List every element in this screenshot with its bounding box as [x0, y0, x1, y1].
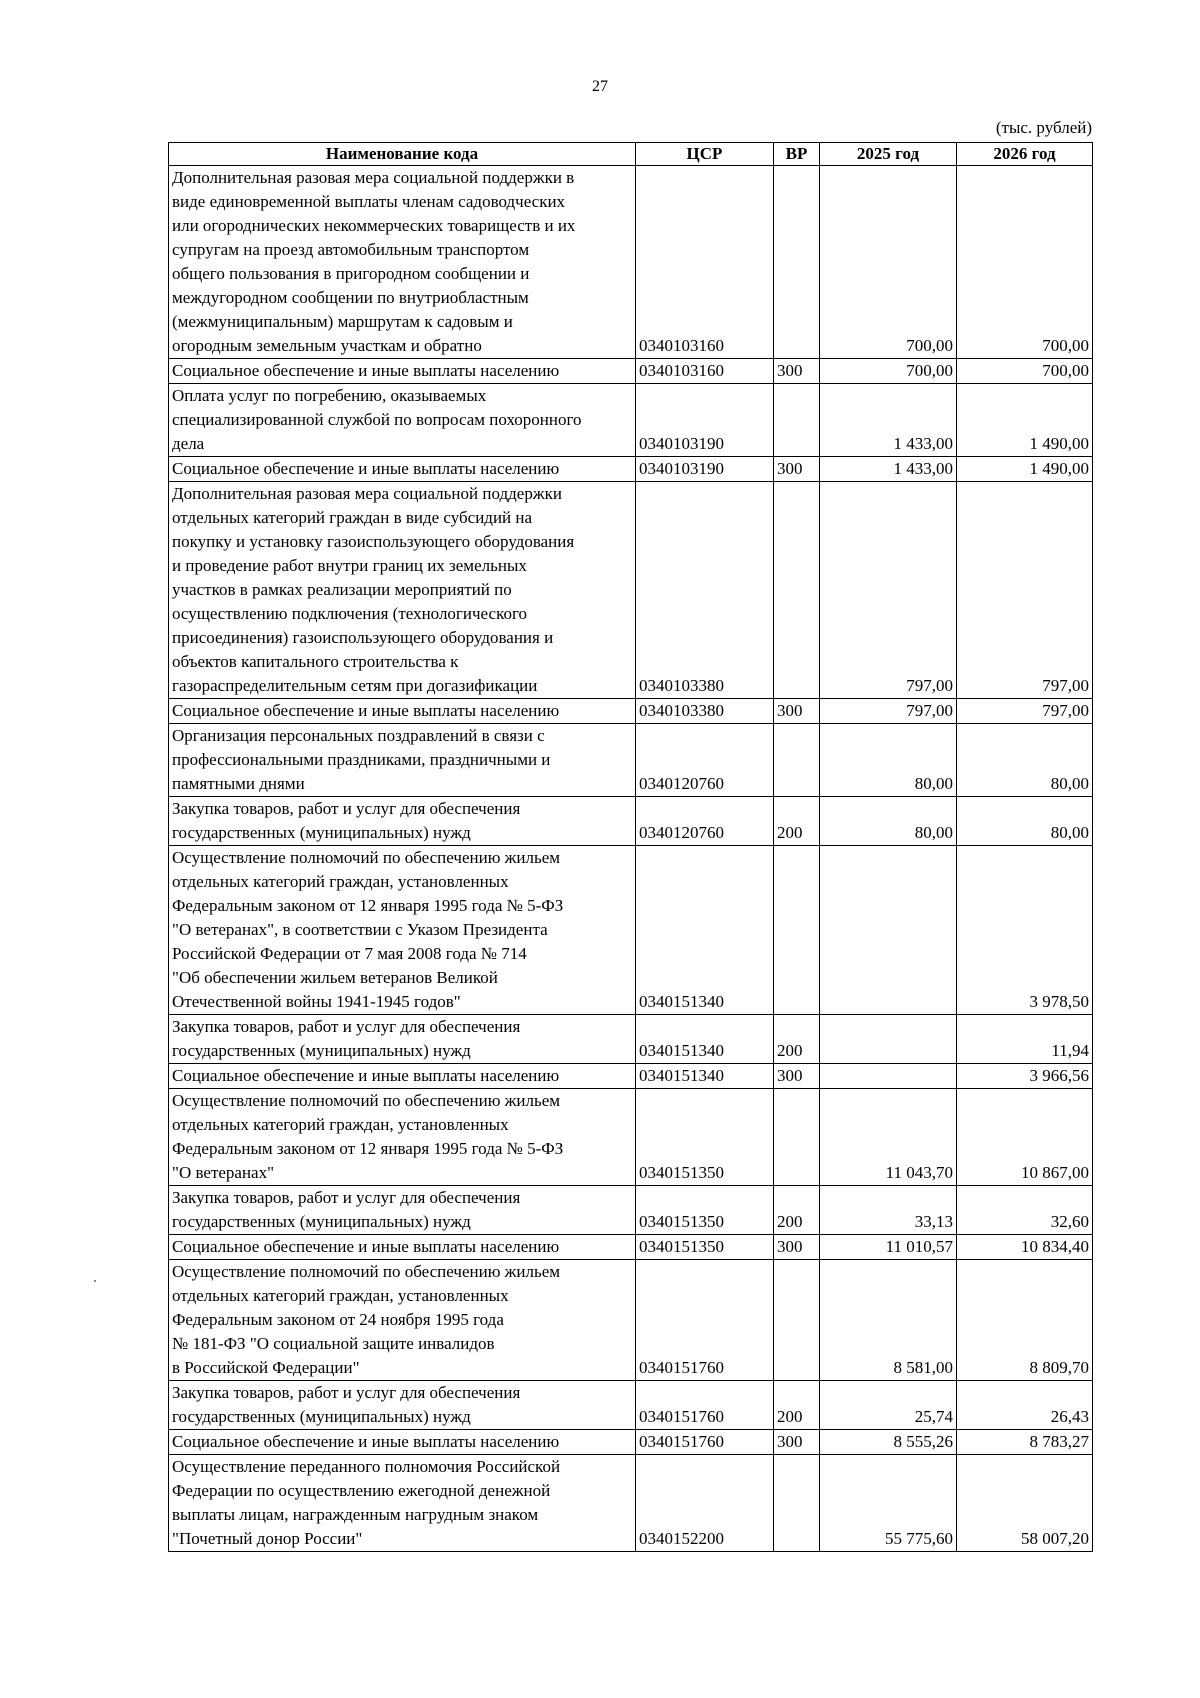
cell-vr	[774, 1455, 820, 1552]
cell-2026: 58 007,20	[957, 1455, 1093, 1552]
cell-csr: 0340151340	[636, 1015, 774, 1064]
cell-csr: 0340103160	[636, 359, 774, 384]
cell-csr: 0340151350	[636, 1235, 774, 1260]
cell-vr: 300	[774, 699, 820, 724]
cell-2025: 797,00	[820, 699, 957, 724]
cell-csr: 0340151340	[636, 846, 774, 1015]
table-row	[169, 457, 1093, 482]
cell-2025: 700,00	[820, 166, 957, 359]
cell-vr	[774, 846, 820, 1015]
cell-csr: 0340103380	[636, 699, 774, 724]
cell-2026: 80,00	[957, 797, 1093, 846]
cell-2025: 25,74	[820, 1381, 957, 1430]
cell-name: Осуществление переданного полномочия Российской Федерации по осуществлению ежегодной денежной выплаты лицам, награжденным нагрудным знаком "Почетный донор России"	[169, 1455, 636, 1552]
cell-csr: 0340103160	[636, 166, 774, 359]
cell-2025	[820, 1015, 957, 1064]
header-row	[169, 143, 1093, 166]
cell-vr: 200	[774, 1015, 820, 1064]
cell-2025: 55 775,60	[820, 1455, 957, 1552]
cell-csr: 0340151760	[636, 1260, 774, 1381]
cell-name: Социальное обеспечение и иные выплаты населению	[169, 1430, 636, 1455]
units-label: (тыс. рублей)	[995, 118, 1092, 137]
cell-2026: 8 809,70	[957, 1260, 1093, 1381]
table-row	[169, 166, 1093, 359]
page-number: 27	[592, 78, 608, 95]
cell-csr: 0340151760	[636, 1381, 774, 1430]
header-2026: 2026 год	[957, 143, 1093, 166]
cell-2026: 797,00	[957, 699, 1093, 724]
cell-vr: 300	[774, 1235, 820, 1260]
cell-2025: 700,00	[820, 359, 957, 384]
cell-csr: 0340151760	[636, 1430, 774, 1455]
cell-2026: 32,60	[957, 1186, 1093, 1235]
table-row	[169, 1260, 1093, 1381]
cell-name: Дополнительная разовая мера социальной поддержки в виде единовременной выплаты членам садоводческих или огороднических некоммерческих товариществ и их супругам на проезд автомобильным транспортом общего пользования в пригородном сообщении и междугородном сообщении по внутриобластным (межмуниципальным) маршрутам к садовым и огородным земельным участкам и обратно	[169, 166, 636, 359]
cell-name: Социальное обеспечение и иные выплаты населению	[169, 1235, 636, 1260]
cell-vr	[774, 1089, 820, 1186]
table-row	[169, 1430, 1093, 1455]
cell-2025: 80,00	[820, 724, 957, 797]
cell-vr: 200	[774, 1381, 820, 1430]
cell-2026: 1 490,00	[957, 457, 1093, 482]
table-row	[169, 1186, 1093, 1235]
cell-vr	[774, 1260, 820, 1381]
cell-2026: 700,00	[957, 166, 1093, 359]
cell-2026: 1 490,00	[957, 384, 1093, 457]
cell-name: Дополнительная разовая мера социальной поддержки отдельных категорий граждан в виде субсидий на покупку и установку газоиспользующего оборудования и проведение работ внутри границ их земельных участков в рамках реализации мероприятий по осуществлению подключения (технологического присоединения) газоиспользующего оборудования и объектов капитального строительства к газораспределительным сетям при догазификации	[169, 482, 636, 699]
cell-2026: 700,00	[957, 359, 1093, 384]
cell-name: Осуществление полномочий по обеспечению жильем отдельных категорий граждан, установленных Федеральным законом от 24 ноября 1995 года № 181-ФЗ "О социальной защите инвалидов в Российской Федерации"	[169, 1260, 636, 1381]
cell-vr: 200	[774, 1186, 820, 1235]
cell-name: Закупка товаров, работ и услуг для обеспечения государственных (муниципальных) нужд	[169, 1015, 636, 1064]
cell-vr: 200	[774, 797, 820, 846]
table-row	[169, 1381, 1093, 1430]
cell-vr: 300	[774, 457, 820, 482]
cell-vr: 300	[774, 1064, 820, 1089]
cell-2026: 3 978,50	[957, 846, 1093, 1015]
table-row	[169, 1015, 1093, 1064]
cell-2025: 11 010,57	[820, 1235, 957, 1260]
table-row	[169, 797, 1093, 846]
cell-csr: 0340120760	[636, 797, 774, 846]
table-row	[169, 699, 1093, 724]
cell-2025	[820, 1064, 957, 1089]
cell-2025: 8 581,00	[820, 1260, 957, 1381]
table-header	[169, 143, 1093, 166]
cell-name: Закупка товаров, работ и услуг для обеспечения государственных (муниципальных) нужд	[169, 797, 636, 846]
cell-2026: 80,00	[957, 724, 1093, 797]
cell-2025: 80,00	[820, 797, 957, 846]
cell-name: Социальное обеспечение и иные выплаты населению	[169, 457, 636, 482]
cell-2026: 10 834,40	[957, 1235, 1093, 1260]
cell-csr: 0340103190	[636, 384, 774, 457]
header-name: Наименование кода	[169, 143, 636, 166]
cell-csr: 0340151350	[636, 1089, 774, 1186]
cell-name: Осуществление полномочий по обеспечению жильем отдельных категорий граждан, установленных Федеральным законом от 12 января 1995 года № 5-ФЗ "О ветеранах", в соответствии с Указом Президента Российской Федерации от 7 мая 2008 года № 714 "Об обеспечении жильем ветеранов Великой Отечественной войны 1941-1945 годов"	[169, 846, 636, 1015]
table-row	[169, 724, 1093, 797]
cell-name: Социальное обеспечение и иные выплаты населению	[169, 359, 636, 384]
table-row	[169, 846, 1093, 1015]
budget-table	[168, 142, 1093, 1552]
cell-2025	[820, 846, 957, 1015]
cell-vr	[774, 166, 820, 359]
cell-vr	[774, 482, 820, 699]
cell-vr: 300	[774, 1430, 820, 1455]
table-row	[169, 1455, 1093, 1552]
cell-name: Организация персональных поздравлений в связи с профессиональными праздниками, праздничными и памятными днями	[169, 724, 636, 797]
cell-name: Осуществление полномочий по обеспечению жильем отдельных категорий граждан, установленных Федеральным законом от 12 января 1995 года № 5-ФЗ "О ветеранах"	[169, 1089, 636, 1186]
header-vr: ВР	[774, 143, 820, 166]
cell-csr: 0340103380	[636, 482, 774, 699]
table-row	[169, 359, 1093, 384]
table-row	[169, 1235, 1093, 1260]
cell-vr	[774, 384, 820, 457]
cell-2026: 11,94	[957, 1015, 1093, 1064]
cell-name: Закупка товаров, работ и услуг для обеспечения государственных (муниципальных) нужд	[169, 1186, 636, 1235]
table-row	[169, 1064, 1093, 1089]
cell-name: Оплата услуг по погребению, оказываемых специализированной службой по вопросам похоронного дела	[169, 384, 636, 457]
cell-name: Закупка товаров, работ и услуг для обеспечения государственных (муниципальных) нужд	[169, 1381, 636, 1430]
cell-vr	[774, 724, 820, 797]
cell-2026: 3 966,56	[957, 1064, 1093, 1089]
cell-2025: 33,13	[820, 1186, 957, 1235]
table-body	[169, 166, 1093, 1552]
cell-csr: 0340151340	[636, 1064, 774, 1089]
header-csr: ЦСР	[636, 143, 774, 166]
cell-csr: 0340103190	[636, 457, 774, 482]
cell-csr: 0340120760	[636, 724, 774, 797]
cell-name: Социальное обеспечение и иные выплаты населению	[169, 1064, 636, 1089]
table-row	[169, 1089, 1093, 1186]
cell-2025: 1 433,00	[820, 457, 957, 482]
cell-2025: 11 043,70	[820, 1089, 957, 1186]
cell-name: Социальное обеспечение и иные выплаты населению	[169, 699, 636, 724]
cell-vr: 300	[774, 359, 820, 384]
cell-2025: 1 433,00	[820, 384, 957, 457]
cell-2026: 26,43	[957, 1381, 1093, 1430]
cell-2025: 797,00	[820, 482, 957, 699]
cell-2026: 8 783,27	[957, 1430, 1093, 1455]
cell-2026: 10 867,00	[957, 1089, 1093, 1186]
scan-speck	[94, 1280, 96, 1282]
cell-2026: 797,00	[957, 482, 1093, 699]
table-row	[169, 482, 1093, 699]
cell-csr: 0340151350	[636, 1186, 774, 1235]
cell-2025: 8 555,26	[820, 1430, 957, 1455]
table-row	[169, 384, 1093, 457]
header-2025: 2025 год	[820, 143, 957, 166]
cell-csr: 0340152200	[636, 1455, 774, 1552]
